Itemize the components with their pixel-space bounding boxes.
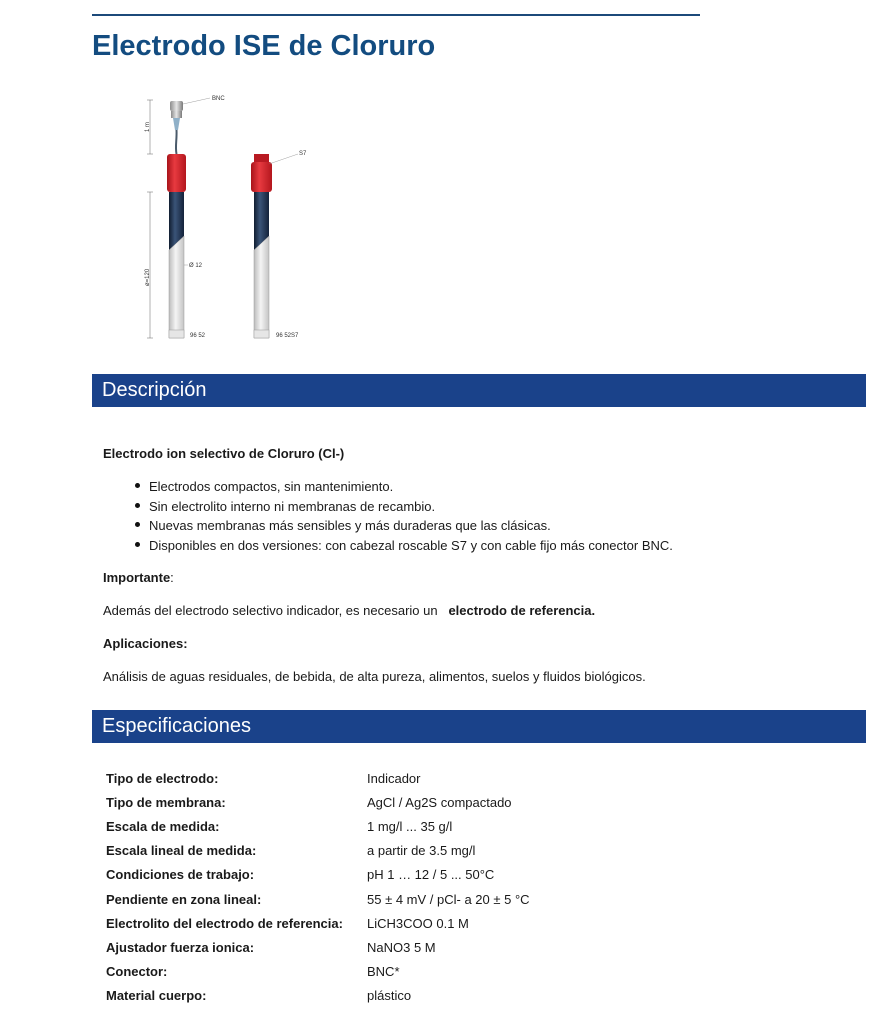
label-cable-length: 1 m — [145, 121, 151, 132]
table-row — [106, 839, 530, 863]
spec-value: pH 1 … 12 / 5 ... 50°C — [367, 867, 495, 883]
important-label: Importante — [103, 570, 171, 585]
table-row — [106, 984, 530, 1008]
spec-value: AgCl / Ag2S compactado — [367, 794, 512, 810]
label-length: ø=120 — [145, 268, 151, 286]
spec-table — [106, 766, 530, 1008]
spec-value: 55 ± 4 mV / pCl- a 20 ± 5 °C — [367, 891, 530, 907]
spec-label: Pendiente en zona lineal: — [106, 891, 262, 907]
spec-value: BNC* — [367, 964, 400, 980]
table-row — [106, 790, 530, 814]
spec-label: Tipo de electrodo: — [106, 770, 219, 786]
spec-label: Escala lineal de medida: — [106, 843, 257, 859]
applications-text: Análisis de aguas residuales, de bebida, de alta pureza, alimentos, suelos y fluidos biológicos. — [103, 669, 646, 684]
important-text: Además del electrodo selectivo indicador, es necesario un — [103, 603, 438, 618]
list-item: Nuevas membranas más sensibles y más duraderas que las clásicas. — [130, 516, 673, 536]
bnc-connector-icon — [170, 101, 183, 111]
s7-cap-icon — [251, 162, 272, 192]
applications-label: Aplicaciones: — [103, 636, 188, 651]
section-header-descripcion: Descripción — [92, 374, 866, 407]
table-row — [106, 911, 530, 935]
description-subtitle: Electrodo ion selectivo de Cloruro (Cl-) — [103, 446, 345, 461]
top-rule — [92, 14, 700, 16]
spec-value: 1 mg/l ... 35 g/l — [367, 818, 453, 834]
spec-label: Escala de medida: — [106, 818, 220, 834]
cable-icon — [176, 130, 177, 154]
table-row — [106, 814, 530, 838]
spec-value: plástico — [367, 988, 412, 1004]
spec-value: Indicador — [367, 770, 421, 786]
electrode-bnc — [147, 98, 210, 338]
important-note — [103, 603, 595, 618]
spec-label: Electrolito del electrodo de referencia: — [106, 915, 343, 931]
label-model-a: 96 52 — [190, 333, 206, 339]
red-cap-icon — [167, 154, 186, 192]
important-line — [103, 570, 174, 585]
feature-list — [130, 477, 673, 555]
spec-label: Conector: — [106, 964, 168, 980]
section-header-especificaciones: Especificaciones — [92, 710, 866, 743]
cable-strain-relief-icon — [173, 118, 180, 130]
spec-value: LiCH3COO 0.1 M — [367, 915, 469, 931]
table-row — [106, 935, 530, 959]
important-bold: electrodo de referencia. — [448, 603, 596, 618]
label-s7: S7 — [299, 151, 307, 157]
spec-label: Condiciones de trabajo: — [106, 867, 255, 883]
table-row — [106, 960, 530, 984]
table-row — [106, 887, 530, 911]
label-model-b: 96 52S7 — [276, 333, 299, 339]
table-row — [106, 766, 530, 790]
electrode-figure — [140, 90, 320, 345]
page-title: Electrodo ISE de Cloruro — [92, 30, 436, 62]
spec-label: Material cuerpo: — [106, 988, 207, 1004]
label-bnc: BNC — [212, 96, 225, 102]
spec-label: Ajustador fuerza ionica: — [106, 939, 255, 955]
spec-label: Tipo de membrana: — [106, 794, 226, 810]
important-colon: : — [170, 570, 174, 585]
spec-value: a partir de 3.5 mg/l — [367, 843, 476, 859]
electrode-s7 — [251, 154, 298, 338]
list-item: Disponibles en dos versiones: con cabezal roscable S7 y con cable fijo más conector BNC. — [130, 536, 673, 556]
table-row — [106, 863, 530, 887]
list-item: Electrodos compactos, sin mantenimiento. — [130, 477, 673, 497]
label-diameter: Ø 12 — [189, 263, 203, 269]
list-item: Sin electrolito interno ni membranas de recambio. — [130, 497, 673, 517]
spec-value: NaNO3 5 M — [367, 939, 436, 955]
